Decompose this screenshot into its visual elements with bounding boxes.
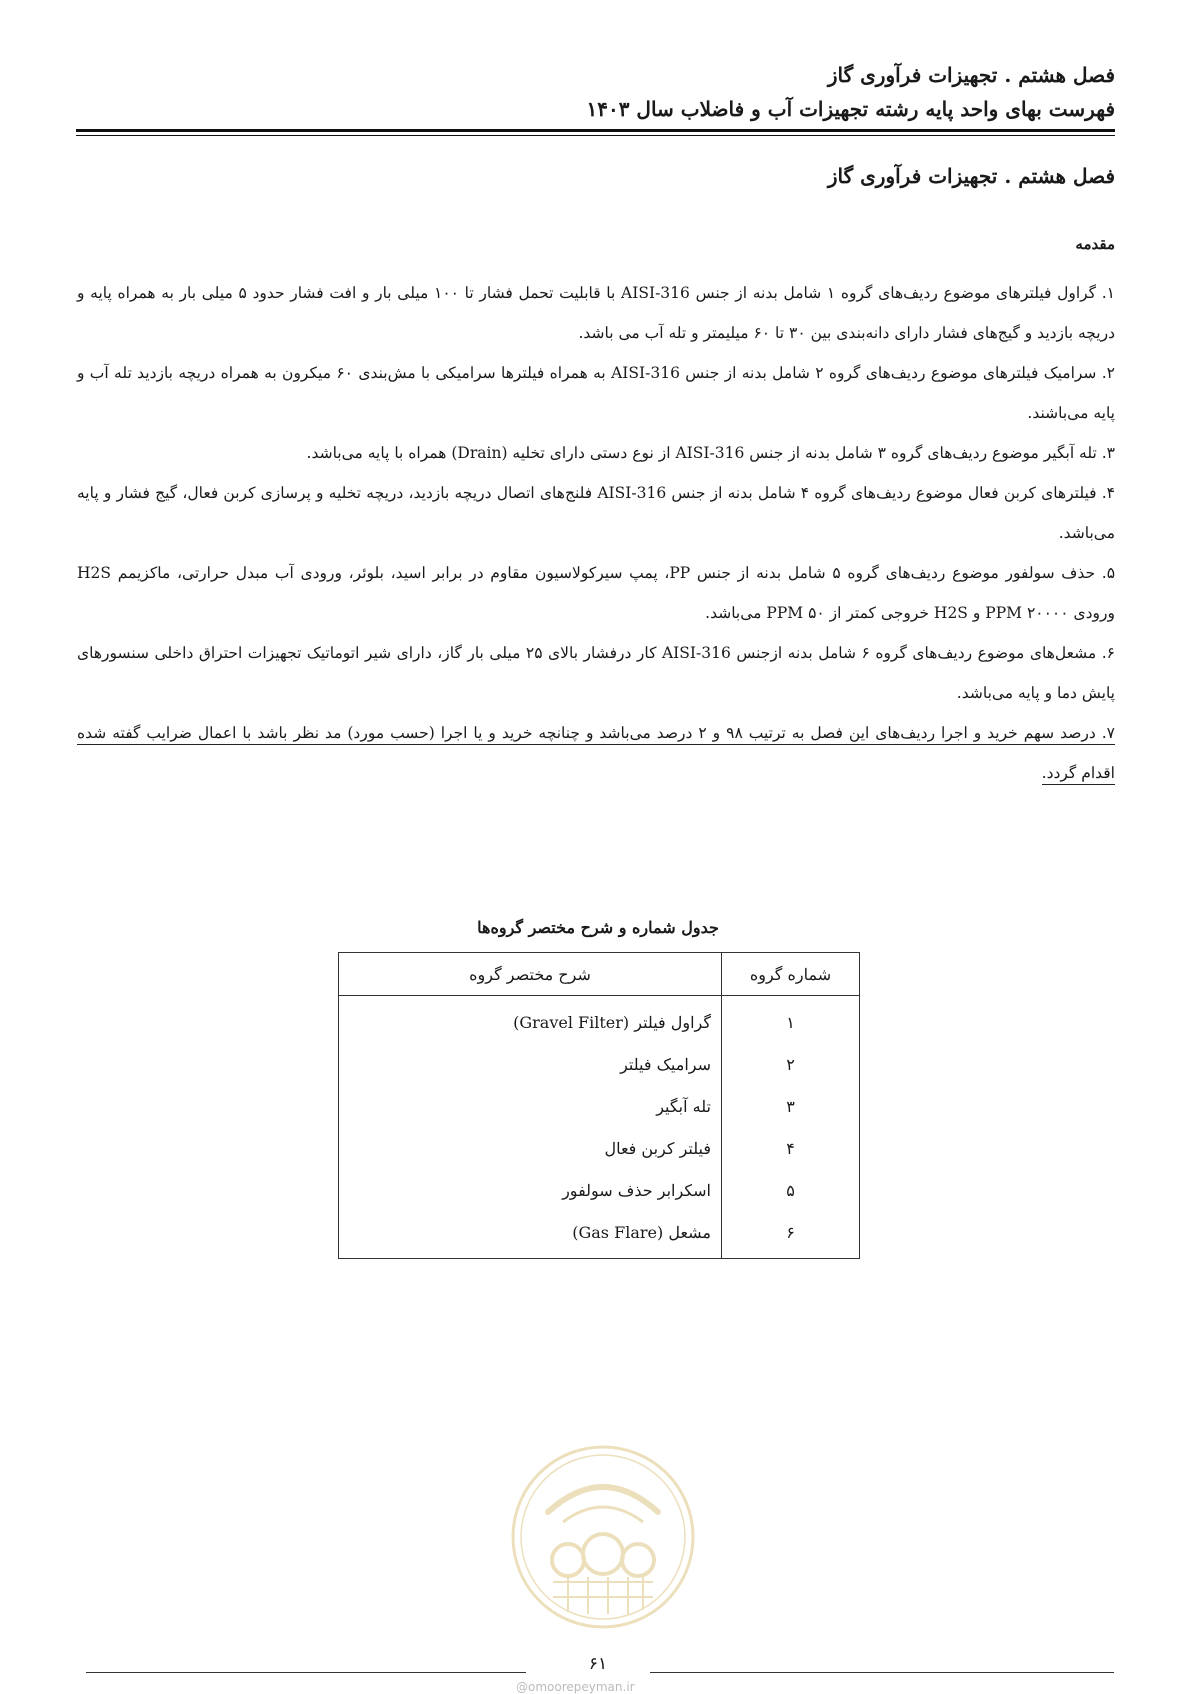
intro-item-7: ۷. درصد سهم خرید و اجرا ردیف‌های این فصل به ترتیب ۹۸ و ۲ درصد می‌باشد و چنانچه خرید و یا اجرا (حسب مورد) مد نظر باشد با اعمال ضرایب گفته شده اقدام گردد. [77,713,1115,793]
watermark-url: @omoorepeyman.ir [516,1680,635,1694]
cell-group-number: ۲ [722,1043,860,1085]
table-row [339,1085,860,1127]
table-row [339,996,860,1044]
header-group-description: شرح مختصر گروه [339,953,722,996]
groups-table [338,952,860,1259]
table-row [339,1169,860,1211]
intro-item-1: ۱. گراول فیلترهای موضوع ردیف‌های گروه ۱ شامل بدنه از جنس AISI-316 با قابلیت تحمل فشار تا ۱۰۰ میلی بار و افت فشار حدود ۵ میلی بار به همراه پایه و دریچه بازدید و گیج‌های فشار دارای دانه‌بندی بین ۳۰ تا ۶۰ میلیمتر و تله آب می باشد. [77,284,1115,342]
intro-item-2: ۲. سرامیک فیلترهای موضوع ردیف‌های گروه ۲ شامل بدنه از جنس AISI-316 به همراه فیلترها سرامیکی با مش‌بندی ۶۰ میکرون به همراه دریچه بازدید تله آب و پایه می‌باشند. [77,364,1115,422]
cell-group-description: سرامیک فیلتر [339,1043,722,1085]
cell-group-description: اسکرابر حذف سولفور [339,1169,722,1211]
page-number: ۶۱ [588,1654,608,1674]
table-caption: جدول شماره و شرح مختصر گروه‌ها [477,918,719,937]
table-header-row [339,953,860,996]
intro-item-6: ۶. مشعل‌های موضوع ردیف‌های گروه ۶ شامل بدنه ازجنس AISI-316 کار درفشار بالای ۲۵ میلی بار گاز، دارای شیر اتوماتیک تجهیزات احتراق داخلی سنسورهای پایش دما و پایه می‌باشد. [77,644,1115,702]
cell-group-number: ۴ [722,1127,860,1169]
header-group-number: شماره گروه [722,953,860,996]
watermark-logo-icon [508,1442,698,1632]
table-row [339,1211,860,1259]
cell-group-description: تله آبگیر [339,1085,722,1127]
intro-heading: مقدمه [1075,235,1115,253]
footer-rule-right [650,1672,1114,1673]
intro-item-5: ۵. حذف سولفور موضوع ردیف‌های گروه ۵ شامل بدنه از جنس PP، پمپ سیرکولاسیون مقاوم در برابر اسید، بلوئر، ورودی آب مبدل حرارتی، ماکزیمم H2S ورودی ۲۰۰۰۰ PPM و H2S خروجی کمتر از ۵۰ PPM می‌باشد. [77,564,1116,622]
table-row [339,1043,860,1085]
intro-item-3: ۳. تله آبگیر موضوع ردیف‌های گروه ۳ شامل بدنه از جنس AISI-316 از نوع دستی دارای تخلیه (Drain) همراه با پایه می‌باشد. [306,444,1115,462]
page-header [76,58,1115,126]
header-rule-thin [76,135,1115,136]
intro-items [77,273,1115,793]
header-book-title: فهرست بهای واحد پایه رشته تجهیزات آب و فاضلاب سال ۱۴۰۳ [586,97,1115,121]
footer-rule-left [86,1672,526,1673]
cell-group-description: مشعل (Gas Flare) [339,1211,722,1259]
header-chapter-title: فصل هشتم . تجهیزات فرآوری گاز [827,63,1115,87]
cell-group-description: گراول فیلتر (Gravel Filter) [339,996,722,1044]
cell-group-number: ۶ [722,1211,860,1259]
header-rule-thick [76,129,1115,132]
section-title: فصل هشتم . تجهیزات فرآوری گاز [827,164,1115,188]
intro-item-4: ۴. فیلترهای کربن فعال موضوع ردیف‌های گروه ۴ شامل بدنه از جنس AISI-316 فلنج‌های اتصال دریچه بازدید، دریچه تخلیه و پرسازی کربن فعال، گیج فشار و پایه می‌باشد. [77,484,1115,542]
cell-group-number: ۳ [722,1085,860,1127]
cell-group-number: ۱ [722,996,860,1044]
table-row [339,1127,860,1169]
cell-group-number: ۵ [722,1169,860,1211]
cell-group-description: فیلتر کربن فعال [339,1127,722,1169]
